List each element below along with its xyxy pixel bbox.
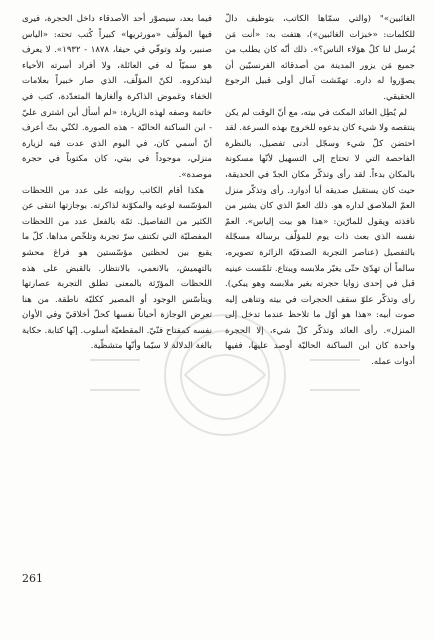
page-number: 261 bbox=[22, 572, 43, 585]
left-column-paragraph-2: هكذا أقام الكاتب روايته على عدد من اللحظات المؤسّسة لوعيه والمكوّنة لذاكرته. بوجازتها انتقى عن الكثير من التفاصيل. ثمّة بالفعل عدد من اللحظات المفصليّة التي تكتنف سرّ تجربة وتلخّص مداها. كلّ ما يقبع بين لحظتين مؤسّستين هو فراغ محشو بالتهميش، بالانعمي، بالانتظار. بالقبض على هذه اللحظات المؤرّثة بالمعنى تطلق التجربة عصارتها ويتأسّس الوجود أو المصير ككليّة ناطقة. من هنا تعرض الوجازة أحياناً نفسها كحلّ أخلاقيّ وفي الأوان نفسه كمفتاح فنّيّ. المقطعيّة أسلوب. إنّها كتابة. حكاية بالغة الدلالة لا سيّما وأنّها متشظّية. bbox=[22, 185, 212, 352]
right-column-paragraph-1: الغائبين»" (والتي سمّاها الكاتب، بتوظيف دالّ للكلمات: «خبزات الغائبين»)، هتفت به: «أنت مَن يُرسل لنا كلّ هؤلاء الناس؟». ذلك أنّه كان يطلب من جميع مَن يزور المدينة من أصدقائه الفرنسيّين أن يصوّروا له داره. تهمّشت آمال أولى قبيل الرجوع الحقيقي. bbox=[225, 14, 415, 102]
left-column bbox=[22, 12, 212, 550]
left-column-paragraph-1: فيما بعد، سيصوّر أحد الأصدقاء داخل الحجرة، فيرى فيها المؤلّف «مورثريها» كبيراً كُتب تحته: «الياس صنبير، ولد وتوفّي في حيفا، ١٨٧٨ - ١٩٣٢». لا يعرف هو سميّاً له في العائلة، ولا أفراد أسرته الأحياء ليتذكروه. لكنّ المؤلّف، الذي صار خبيراً بعلامات الخفاء وغموض الذاكرة وألغازها المتعدّدة، كتب في خاتمة وصفه لهذه الزيارة: «لم أسأل أين اشترى عليّ - ابن الساكنة الحاليّة - هذه الصورة. لكنّي بتّ أعرف أنّ أسمي كان، في اليوم الذي عدت فيه لزيارة منزلي، موجوداً في بيتي، كان مكتوباً في حجرة موصدة». bbox=[22, 14, 212, 180]
right-column-paragraph-2: لم يُطِل العائد المكث في بيته، مع أنّ الوقت لم يكن ينتقصه ولا شيء كان يدعوه للخروج بهذه السرعة. لقد احتضن كلّ شيء وسجّل أدنى تفصيل، بالنظرة الفاحصة التي لا تحتاج إلى التسهيل لأنّها مسكونة بالمكان بدءاً. لقد رأى وتذكّر مكان الجدّ في الحديقة، حيث كان يستقبل صديقه أبا أدوارد. رأى وتذكّر منزل العمّ الملاصق لداره هو. ذلك العمّ الذي كان يشير من نافذته ويقول للمارّين: «هذا هو بيت إلياس». العمّ نفسه الذي بعث ذات يوم للمؤلّف برسالة مسجّلة بالتفصيل (عناصر التجربة الصدقيّة الزائرة تصويره، سالماً أن تهدّئ حتّى يغيّر ملابسه ويبتاع. تلمّست عينيه قبل في إحدى زوايا حجرته بغير ملابسه وهو يبكي). رأى وتذكّر علوّ سقف الحجرات في بيته وتناهى إليه صوت أبيه: «هذا هو أوّل ما تلاحظ عندما تدخل إلى المنزل». رأى العائد وتذكّر كلّ شيء، إلا الحجرة واحدة كان ابن الساكنة الحاليّة أوصد عليها، ففيها أدوات عمله. bbox=[225, 107, 415, 368]
text-columns bbox=[22, 12, 415, 550]
right-column bbox=[225, 12, 415, 550]
